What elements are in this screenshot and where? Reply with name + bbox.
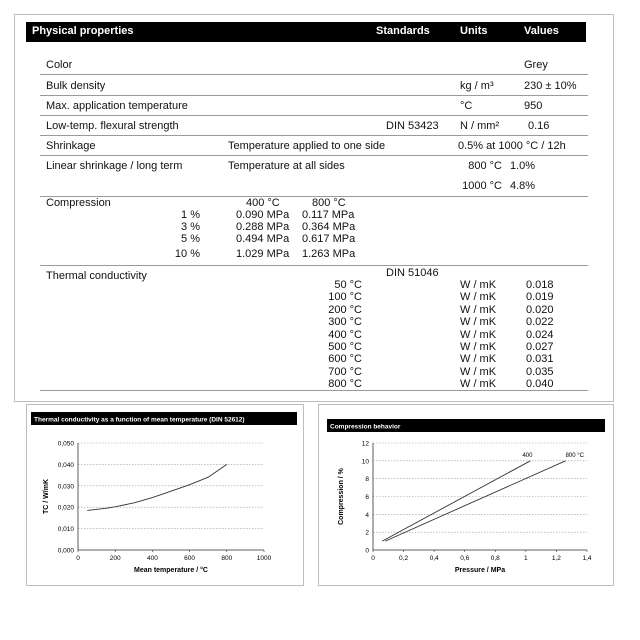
thermal-temp: 300 °C — [328, 316, 362, 329]
row-divider — [40, 115, 588, 116]
header-values: Values — [524, 25, 559, 37]
bulk-density-value: 230 ± 10% — [524, 80, 577, 92]
x-tick-label: 0,8 — [490, 555, 500, 562]
thermal-value: 0.031 — [526, 353, 554, 366]
x-tick-label: 1 — [524, 555, 528, 562]
linear-temp-1: 800 °C — [468, 160, 502, 172]
series-label: 400 — [522, 452, 533, 459]
thermal-value: 0.019 — [526, 291, 554, 304]
y-tick-label: 0,010 — [57, 526, 74, 534]
y-tick-label: 0,030 — [57, 483, 74, 491]
x-tick-label: 600 — [184, 555, 196, 562]
row-divider — [40, 95, 588, 96]
linear-value-2: 4.8% — [510, 180, 536, 192]
x-tick-label: 1,4 — [582, 555, 592, 562]
thermal-unit: W / mK — [460, 378, 497, 391]
thermal-temp: 800 °C — [328, 378, 362, 391]
compression-value-800: 0.617 MPa — [302, 233, 356, 245]
series-line — [87, 464, 227, 510]
chart-title: Thermal conductivity as a function of mean temperature (DIN 52612) — [34, 416, 245, 424]
x-tick-label: 0,6 — [460, 555, 470, 562]
y-tick-label: 0,050 — [57, 440, 74, 448]
thermal-chart — [27, 405, 303, 585]
y-tick-label: 10 — [361, 458, 369, 466]
y-tick-label: 0,000 — [57, 547, 74, 555]
thermal-temp: 600 °C — [328, 353, 362, 366]
x-tick-label: 400 — [146, 555, 158, 562]
compression-chart — [319, 405, 613, 585]
row-divider — [40, 265, 588, 266]
flexural-label: Low-temp. flexural strength — [46, 120, 179, 132]
thermal-value: 0.024 — [526, 328, 554, 341]
shrinkage-value: 0.5% at 1000 °C / 12h — [458, 140, 566, 152]
y-axis-label: Compression / % — [338, 468, 345, 525]
linear-value-1: 1.0% — [510, 160, 536, 172]
flexural-standard: DIN 53423 — [386, 120, 439, 132]
y-tick-label: 0,020 — [57, 504, 74, 512]
y-tick-label: 6 — [365, 494, 369, 501]
thermal-temp: 50 °C — [334, 279, 362, 291]
linear-shrinkage-label: Linear shrinkage / long term — [46, 160, 183, 172]
x-tick-label: 800 — [221, 555, 233, 562]
thermal-unit: W / mK — [460, 279, 497, 291]
thermal-value: 0.020 — [526, 303, 554, 316]
chart-title: Compression behavior — [330, 423, 401, 431]
thermal-value: 0.022 — [526, 316, 554, 329]
compression-value-800: 0.364 MPa — [302, 221, 356, 233]
compression-value-400: 0.494 MPa — [236, 233, 290, 245]
shrinkage-label: Shrinkage — [46, 140, 96, 152]
thermal-temp: 500 °C — [328, 341, 362, 353]
thermal-value: 0.040 — [526, 378, 554, 391]
thermal-unit: W / mK — [460, 341, 497, 353]
header-standards: Standards — [376, 25, 430, 37]
flexural-unit: N / mm² — [460, 120, 500, 132]
thermal-unit: W / mK — [460, 353, 497, 366]
x-axis-label: Pressure / MPa — [454, 567, 506, 574]
thermal-value: 0.018 — [526, 279, 554, 291]
header-units: Units — [460, 25, 488, 37]
thermal-unit: W / mK — [460, 291, 497, 304]
shrinkage-condition: Temperature applied to one side — [228, 140, 386, 152]
linear-shrinkage-condition: Temperature at all sides — [228, 160, 345, 172]
compression-col-800: 800 °C — [312, 197, 346, 209]
thermal-label: Thermal conductivity — [46, 270, 147, 282]
row-divider — [40, 135, 588, 136]
y-tick-label: 2 — [365, 529, 369, 537]
max-temp-value: 950 — [524, 100, 543, 112]
compression-col-400: 400 °C — [246, 197, 280, 209]
header-property: Physical properties — [32, 25, 134, 37]
thermal-value: 0.035 — [526, 365, 554, 378]
thermal-unit: W / mK — [460, 303, 497, 316]
thermal-unit: W / mK — [460, 328, 497, 341]
bulk-density-label: Bulk density — [46, 80, 106, 92]
thermal-temp: 400 °C — [328, 328, 362, 341]
linear-temp-2: 1000 °C — [462, 180, 502, 192]
series-label: 800 °C — [565, 452, 585, 459]
x-tick-label: 0,2 — [399, 555, 409, 562]
compression-pct: 5 % — [181, 233, 200, 245]
flexural-value: 0.16 — [528, 120, 550, 132]
compression-pct: 1 % — [181, 209, 200, 221]
compression-value-800: 1.263 MPa — [302, 248, 356, 260]
row-divider — [40, 74, 588, 75]
x-tick-label: 0 — [76, 555, 80, 562]
y-tick-label: 0 — [365, 547, 369, 555]
y-axis-label: TC / W/mK — [43, 479, 50, 514]
thermal-chart-panel — [26, 404, 304, 586]
bulk-density-unit: kg / m³ — [460, 80, 494, 92]
x-axis-label: Mean temperature / °C — [134, 567, 208, 574]
x-tick-label: 0,4 — [429, 555, 439, 562]
x-tick-label: 1000 — [256, 555, 272, 562]
compression-value-800: 0.117 MPa — [302, 209, 355, 221]
max-temp-unit: °C — [460, 100, 473, 112]
x-tick-label: 200 — [109, 555, 121, 562]
row-divider — [40, 155, 588, 156]
x-tick-label: 1,2 — [551, 555, 561, 562]
thermal-value: 0.027 — [526, 341, 554, 353]
thermal-unit: W / mK — [460, 365, 497, 378]
thermal-temp: 100 °C — [328, 291, 362, 304]
table-header — [26, 22, 586, 42]
thermal-standard: DIN 51046 — [386, 267, 439, 279]
y-tick-label: 8 — [365, 476, 369, 484]
compression-value-400: 0.288 MPa — [236, 221, 290, 233]
y-tick-label: 4 — [365, 511, 369, 519]
thermal-unit: W / mK — [460, 316, 497, 329]
thermal-temp: 200 °C — [328, 303, 362, 316]
compression-label: Compression — [46, 197, 111, 209]
compression-chart-panel — [318, 404, 614, 586]
color-value: Grey — [524, 59, 548, 71]
max-temp-label: Max. application temperature — [46, 100, 188, 112]
compression-value-400: 1.029 MPa — [236, 248, 290, 260]
compression-pct: 3 % — [181, 221, 200, 233]
compression-pct: 10 % — [174, 248, 200, 260]
series-line — [385, 461, 565, 541]
series-line — [382, 461, 530, 541]
y-tick-label: 12 — [361, 440, 369, 448]
compression-value-400: 0.090 MPa — [236, 209, 290, 221]
thermal-temp: 700 °C — [328, 365, 362, 378]
y-tick-label: 0,040 — [57, 461, 74, 469]
color-label: Color — [46, 59, 73, 71]
x-tick-label: 0 — [371, 555, 375, 562]
